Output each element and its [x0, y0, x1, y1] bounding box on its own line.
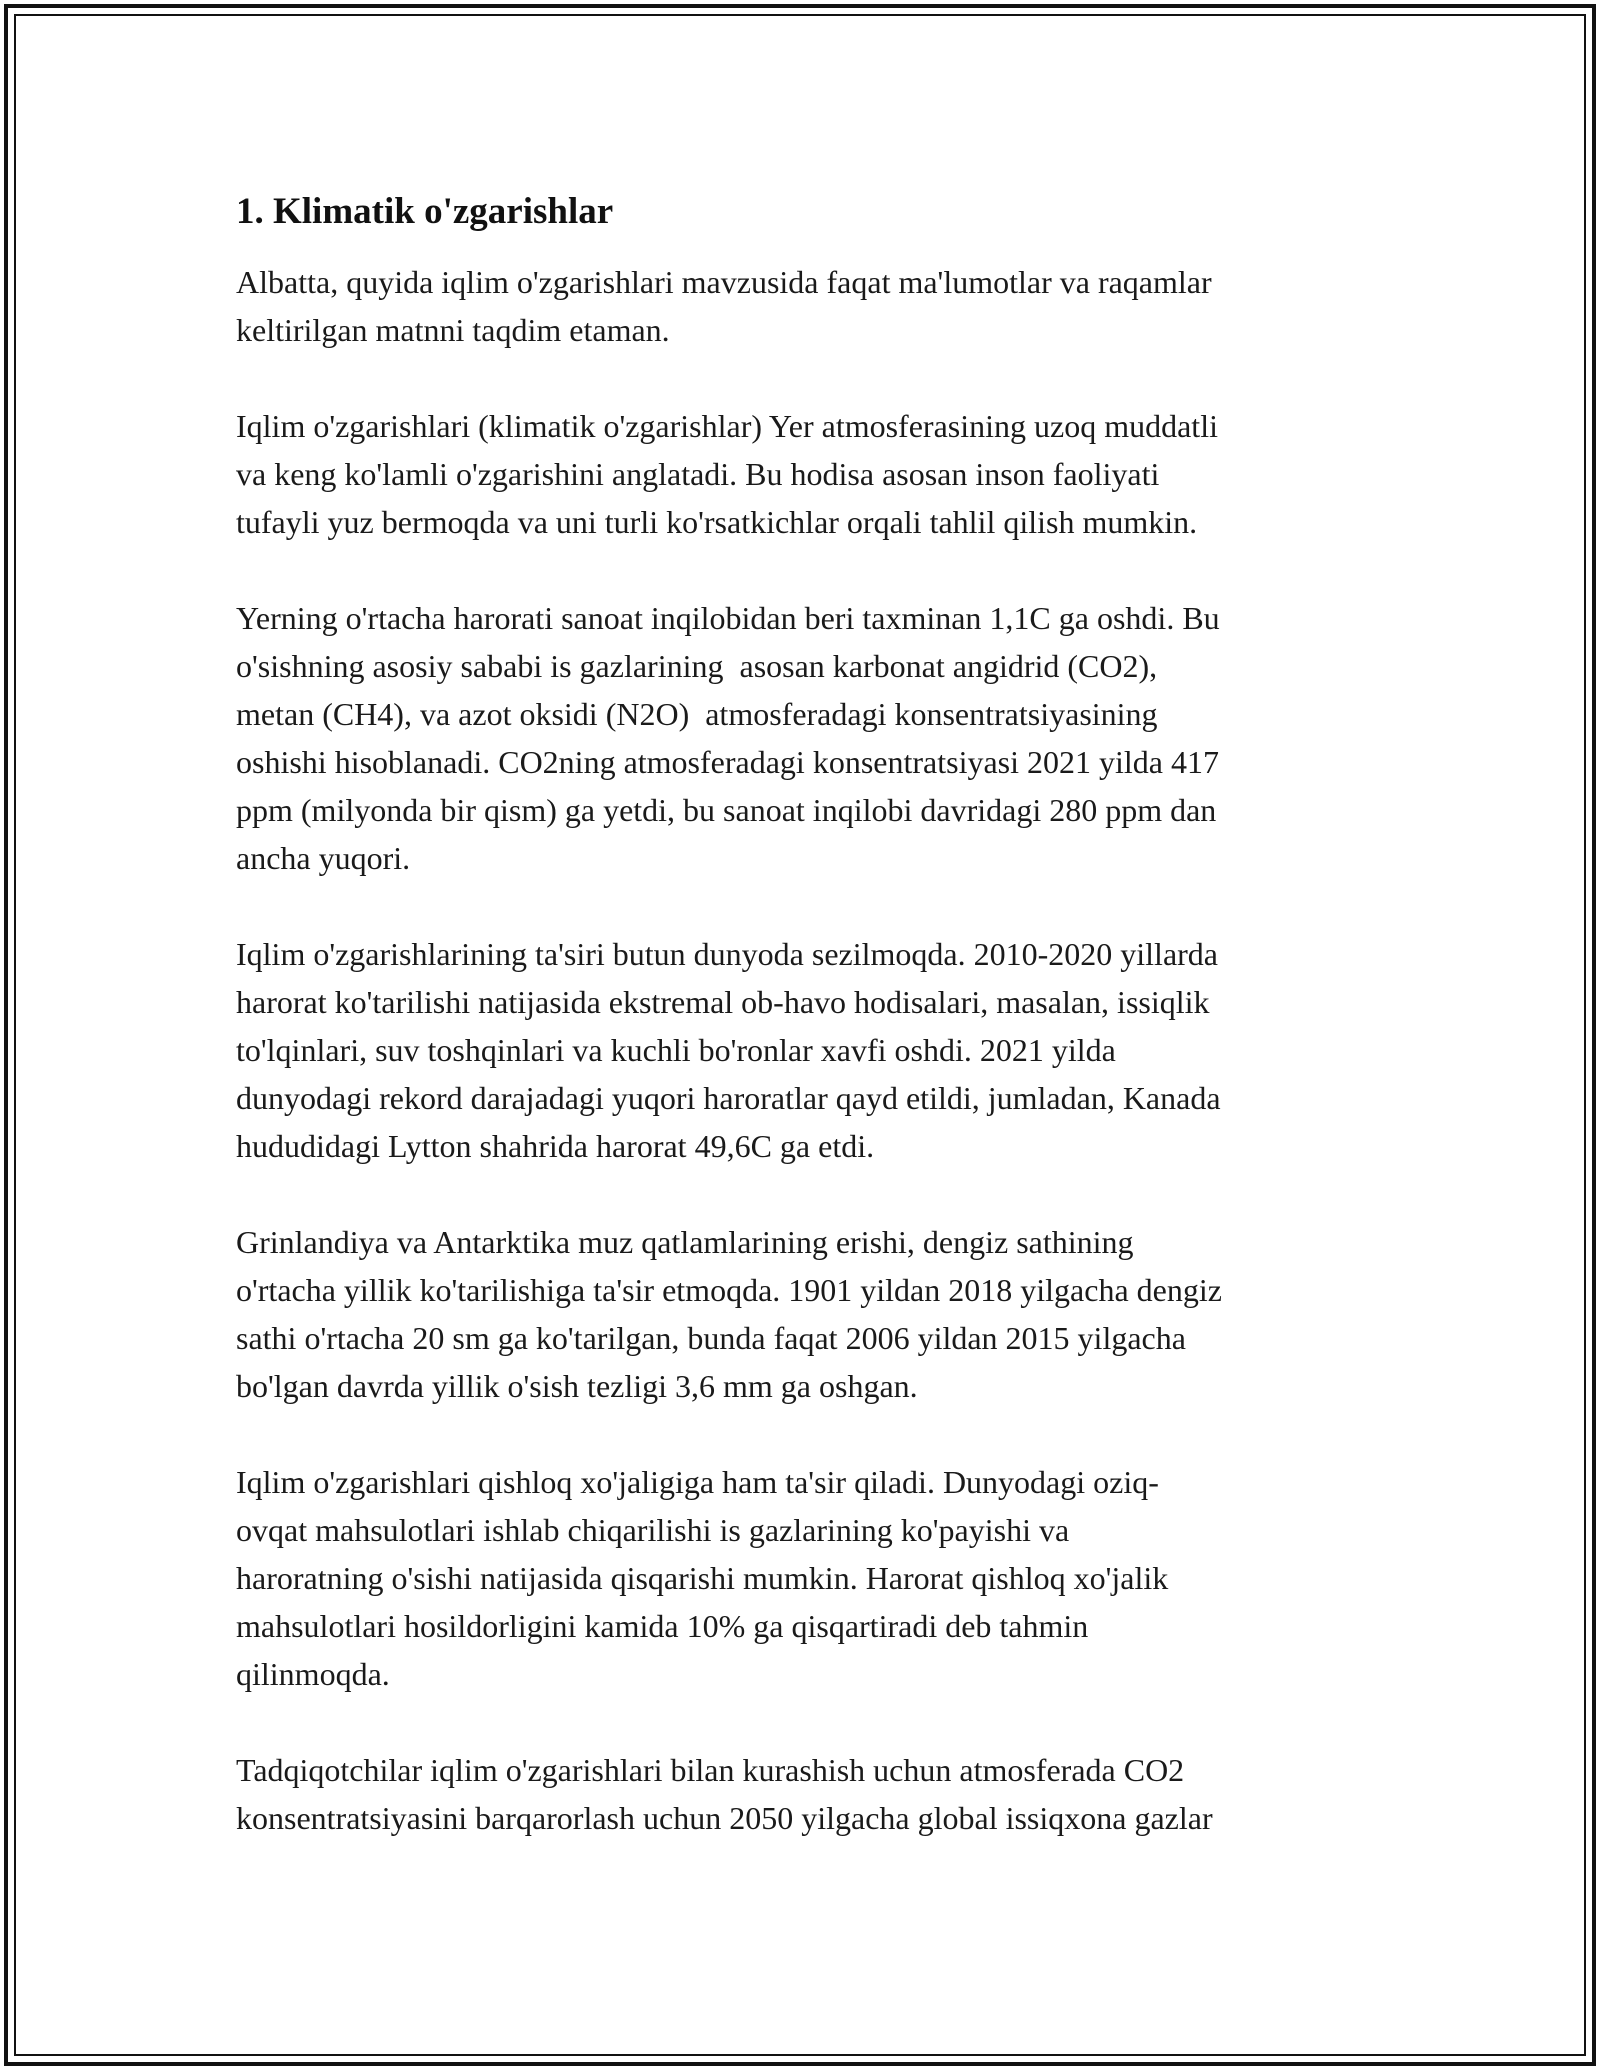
paragraph-line: ovqat mahsulotlari ishlab chiqarilishi is gazlarining ko'payishi va: [236, 1512, 1070, 1548]
paragraph-line: metan (CH4), va azot oksidi (N2O) atmosferadagi konsentratsiyasining: [236, 696, 1158, 732]
paragraph-line: harorat ko'tarilishi natijasida ekstremal ob-havo hodisalari, masalan, issiqlik: [236, 984, 1210, 1020]
paragraph-line: Tadqiqotchilar iqlim o'zgarishlari bilan kurashish uchun atmosferada CO2: [236, 1752, 1185, 1788]
paragraph-agriculture: [236, 1458, 1376, 1698]
paragraph-intro: [236, 258, 1376, 354]
paragraph-line: to'lqinlari, suv toshqinlari va kuchli bo'ronlar xavfi oshdi. 2021 yilda: [236, 1032, 1116, 1068]
section-heading: 1. Klimatik o'zgarishlar: [236, 191, 614, 232]
paragraph-line: Iqlim o'zgarishlarining ta'siri butun dunyoda sezilmoqda. 2010-2020 yillarda: [236, 936, 1218, 972]
paragraph-line: Iqlim o'zgarishlari (klimatik o'zgarishlar) Yer atmosferasining uzoq muddatli: [236, 408, 1218, 444]
paragraph-line: qilinmoqda.: [236, 1656, 390, 1692]
paragraph-research: [236, 1746, 1376, 1842]
paragraph-line: Iqlim o'zgarishlari qishloq xo'jaligiga ham ta'sir qiladi. Dunyodagi oziq-: [236, 1464, 1159, 1500]
paragraph-line: dunyodagi rekord darajadagi yuqori haroratlar qayd etildi, jumladan, Kanada: [236, 1080, 1221, 1116]
paragraph-impacts: [236, 930, 1376, 1170]
paragraph-line: ppm (milyonda bir qism) ga yetdi, bu sanoat inqilobi davridagi 280 ppm dan: [236, 792, 1217, 828]
paragraph-line: haroratning o'sishi natijasida qisqarishi mumkin. Harorat qishloq xo'jalik: [236, 1560, 1169, 1596]
paragraph-line: tufayli yuz bermoqda va uni turli ko'rsatkichlar orqali tahlil qilish mumkin.: [236, 504, 1198, 540]
paragraph-line: hududidagi Lytton shahrida harorat 49,6C ga etdi.: [236, 1128, 875, 1164]
paragraph-line: Yerning o'rtacha harorati sanoat inqilobidan beri taxminan 1,1C ga oshdi. Bu: [236, 600, 1220, 636]
paragraph-definition: [236, 402, 1376, 546]
paragraph-line: bo'lgan davrda yillik o'sish tezligi 3,6 mm ga oshgan.: [236, 1368, 918, 1404]
paragraph-line: ancha yuqori.: [236, 840, 411, 876]
paragraph-line: Albatta, quyida iqlim o'zgarishlari mavzusida faqat ma'lumotlar va raqamlar: [236, 264, 1212, 300]
paragraph-line: Grinlandiya va Antarktika muz qatlamlarining erishi, dengiz sathining: [236, 1224, 1134, 1260]
paragraph-line: o'rtacha yillik ko'tarilishiga ta'sir etmoqda. 1901 yildan 2018 yilgacha dengiz: [236, 1272, 1222, 1308]
paragraph-line: oshishi hisoblanadi. CO2ning atmosferadagi konsentratsiyasi 2021 yilda 417: [236, 744, 1219, 780]
paragraph-line: sathi o'rtacha 20 sm ga ko'tarilgan, bunda faqat 2006 yildan 2015 yilgacha: [236, 1320, 1186, 1356]
paragraph-line: va keng ko'lamli o'zgarishini anglatadi. Bu hodisa asosan inson faoliyati: [236, 456, 1160, 492]
paragraph-line: mahsulotlari hosildorligini kamida 10% ga qisqartiradi deb tahmin: [236, 1608, 1089, 1644]
document-body: [236, 186, 1376, 1890]
paragraph-line: keltirilgan matnni taqdim etaman.: [236, 312, 670, 348]
paragraph-line: konsentratsiyasini barqarorlash uchun 2050 yilgacha global issiqxona gazlar: [236, 1800, 1213, 1836]
paragraph-temperature: [236, 594, 1376, 882]
paragraph-line: o'sishning asosiy sababi is gazlarining asosan karbonat angidrid (CO2),: [236, 648, 1158, 684]
paragraph-sea-level: [236, 1218, 1376, 1410]
